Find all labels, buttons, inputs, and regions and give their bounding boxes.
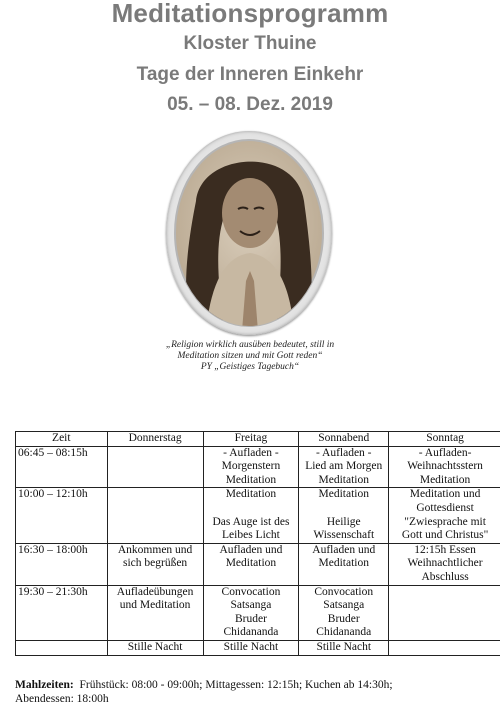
cell-fri: [203, 543, 299, 585]
cell-line: Meditation: [206, 557, 297, 571]
cell-line: Leibes Licht: [206, 529, 297, 543]
cell-thu: [107, 488, 203, 543]
cell-sat: [299, 446, 389, 488]
cell-line: Convocation: [206, 586, 297, 600]
column-header-sunday: Sonntag: [389, 432, 500, 447]
cell-line: sich begrüßen: [110, 557, 201, 571]
cell-sun: [389, 446, 500, 488]
cell-line: Weihnachtlicher: [391, 557, 499, 571]
cell-thu: [107, 640, 203, 655]
meals-line-1: Frühstück: 08:00 - 09:00h; Mittagessen: 12:15h; Kuchen ab 14:30h;: [80, 679, 393, 691]
cell-sat: [299, 543, 389, 585]
page-title: Meditationsprogramm: [0, 0, 500, 29]
quote-line-2: Meditation sitzen und mit Gott reden“: [0, 351, 500, 362]
cell-sat: [299, 585, 389, 640]
table-row: [16, 488, 500, 543]
cell-thu: [107, 446, 203, 488]
cell-time: 16:30 – 18:00h: [16, 543, 108, 585]
cell-line: Stille Nacht: [110, 641, 201, 655]
cell-line: - Aufladen -: [301, 447, 386, 461]
cell-fri: [203, 640, 299, 655]
cell-time: 10:00 – 12:10h: [16, 488, 108, 543]
cell-time: 06:45 – 08:15h: [16, 446, 108, 488]
cell-sun: [389, 640, 500, 655]
meals-line-2: Abendessen: 18:00h: [15, 693, 109, 705]
cell-time: 19:30 – 21:30h: [16, 585, 108, 640]
cell-fri: [203, 446, 299, 488]
cell-line: Meditation: [206, 488, 297, 502]
cell-fri: [203, 585, 299, 640]
cell-line: Gott und Christus": [391, 529, 499, 543]
quote-source: PY „Geistiges Tagebuch“: [0, 362, 500, 373]
cell-line: "Zwiesprache mit: [391, 516, 499, 530]
cell-time: [16, 640, 108, 655]
dates-heading: 05. – 08. Dez. 2019: [0, 94, 500, 116]
cell-line: Lied am Morgen: [301, 460, 386, 474]
cell-sun: [389, 488, 500, 543]
cell-line: Convocation: [301, 586, 386, 600]
cell-line: Stille Nacht: [206, 641, 297, 655]
cell-fri: [203, 488, 299, 543]
portrait-photo: [166, 131, 332, 335]
subtitle-heading: Tage der Inneren Einkehr: [0, 64, 500, 86]
cell-line: Weihnachtsstern: [391, 460, 499, 474]
cell-sun: [389, 585, 500, 640]
cell-line: Chidananda: [301, 626, 386, 640]
schedule-table: [15, 431, 500, 656]
table-row: [16, 640, 500, 655]
cell-line: Meditation und: [391, 488, 499, 502]
table-row: [16, 585, 500, 640]
cell-line: Stille Nacht: [301, 641, 386, 655]
cell-line: Meditation: [206, 474, 297, 488]
meal-times: [15, 679, 495, 706]
cell-line: Abschluss: [391, 571, 499, 585]
cell-line: Wissenschaft: [301, 529, 386, 543]
cell-thu: [107, 585, 203, 640]
cell-line: Meditation: [301, 474, 386, 488]
cell-line: Meditation: [391, 474, 499, 488]
cell-line: Morgenstern: [206, 460, 297, 474]
cell-line: Aufladeübungen: [110, 586, 201, 600]
column-header-saturday: Sonnabend: [299, 432, 389, 447]
quote-line-1: „Religion wirklich ausüben bedeutet, still in: [0, 340, 500, 351]
cell-sat: [299, 488, 389, 543]
cell-line: 12:15h Essen: [391, 544, 499, 558]
cell-line: [206, 502, 297, 516]
cell-line: Aufladen und: [206, 544, 297, 558]
cell-line: Meditation: [301, 488, 386, 502]
cell-line: und Meditation: [110, 599, 201, 613]
cell-line: Ankommen und: [110, 544, 201, 558]
cell-sat: [299, 640, 389, 655]
table-header-row: [16, 432, 500, 447]
cell-line: [301, 502, 386, 516]
location-heading: Kloster Thuine: [0, 33, 500, 55]
table-row: [16, 446, 500, 488]
table-row: [16, 543, 500, 585]
column-header-time: Zeit: [16, 432, 108, 447]
cell-line: Bruder: [301, 613, 386, 627]
column-header-friday: Freitag: [203, 432, 299, 447]
meals-label: Mahlzeiten:: [15, 679, 74, 691]
cell-line: Satsanga: [206, 599, 297, 613]
cell-line: Bruder: [206, 613, 297, 627]
cell-line: Das Auge ist des: [206, 516, 297, 530]
cell-thu: [107, 543, 203, 585]
portrait-image: [166, 131, 332, 335]
cell-line: Aufladen und: [301, 544, 386, 558]
cell-line: - Aufladen -: [206, 447, 297, 461]
cell-line: - Aufladen-: [391, 447, 499, 461]
cell-line: Heilige: [301, 516, 386, 530]
cell-sun: [389, 543, 500, 585]
column-header-thursday: Donnerstag: [107, 432, 203, 447]
cell-line: Gottesdienst: [391, 502, 499, 516]
cell-line: Chidananda: [206, 626, 297, 640]
cell-line: Satsanga: [301, 599, 386, 613]
cell-line: Meditation: [301, 557, 386, 571]
